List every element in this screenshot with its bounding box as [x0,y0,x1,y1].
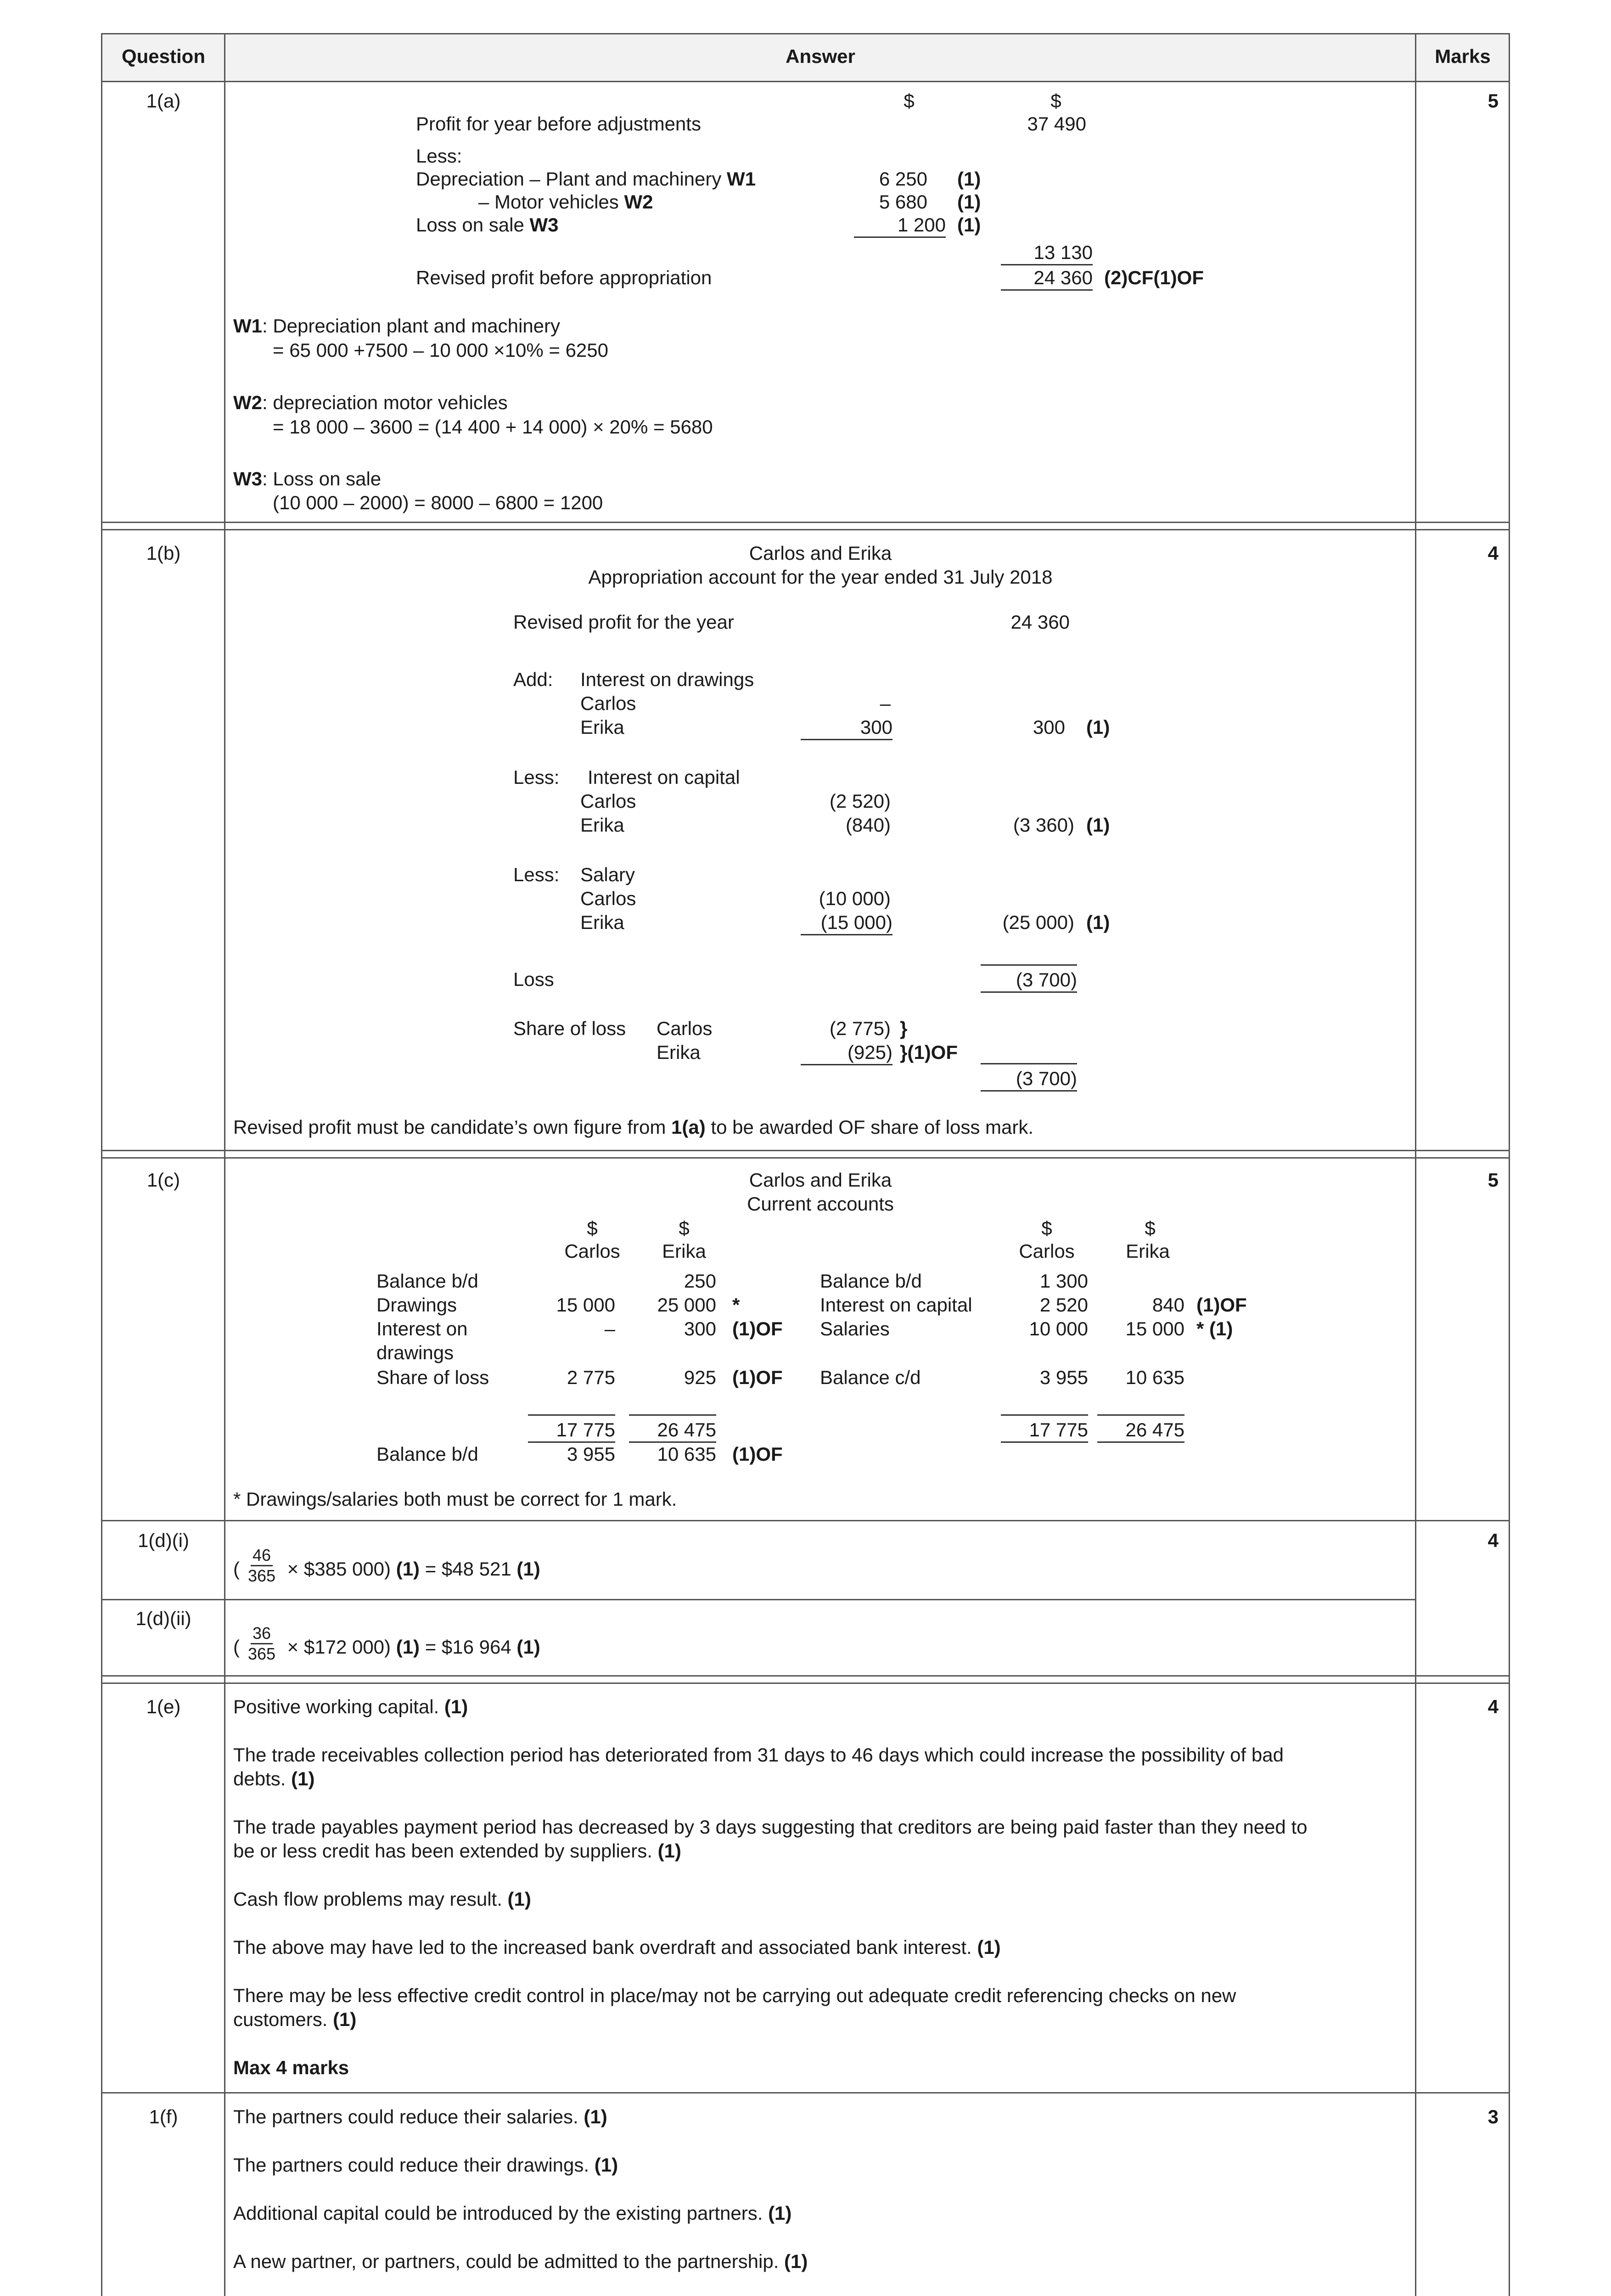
right-row-carlos: 1 300 [1039,1270,1088,1292]
right-row-carlos: 3 955 [1039,1367,1088,1388]
share-carlos-label: Carlos [657,1018,713,1039]
answer-line: There may be less effective credit control in place/may not be carrying out adequate credit referencing checks on new [233,1985,1236,2006]
left-erika-dollar: $ [679,1217,690,1239]
answer-line: The partners could reduce their salaries. (1) [233,2106,607,2127]
right-erika-dollar: $ [1145,1217,1156,1239]
answer-line: The trade payables payment period has decreased by 3 days suggesting that creditors are being paid faster than they need to [233,1816,1308,1838]
carlos-label: Carlos [580,692,636,714]
account-title: Carlos and Erika [749,1169,892,1191]
right-row-mark: (1)OF [1196,1294,1247,1316]
right-row-label: Balance b/d [820,1270,922,1292]
less-label: Less: [416,145,462,167]
less-label: Less: [513,766,560,788]
working-w2-title: W2: depreciation motor vehicles [233,392,508,413]
dep-plant-label: Depreciation – Plant and machinery W1 [416,168,756,190]
dep-plant-mark: (1) [957,168,981,190]
working-w2-calc: = 18 000 – 3600 = (14 400 + 14 000) × 20% = 5680 [273,416,713,438]
fraction-numerator: 46 [251,1546,273,1566]
marks-value: 5 [1488,90,1499,112]
working-w3-calc: (10 000 – 2000) = 8000 – 6800 = 1200 [273,492,603,513]
fraction-denominator: 365 [247,1644,276,1663]
loss-sale-value: 1 200 [854,214,946,238]
dep-plant-value: 6 250 [879,168,927,190]
column-dollar-1: $ [904,90,915,112]
fraction-numerator: 36 [251,1624,273,1644]
right-row-carlos: 10 000 [1029,1318,1088,1339]
row-divider-1d-double [101,1683,1510,1684]
fraction-denominator: 365 [247,1566,276,1585]
left-row-mark: (1)OF [732,1367,783,1388]
profit-value: 37 490 [1027,113,1086,135]
account-subtitle: Current accounts [747,1193,894,1215]
calc-d-ii: ( × $172 000) (1) = $16 964 (1) [233,1636,540,1658]
loss-sale-mark: (1) [957,214,981,236]
row-divider-1e [101,2092,1510,2093]
marks-value: 4 [1488,1530,1499,1551]
erika-salary: (15 000) [801,911,893,935]
left-row-label: Interest on [376,1318,468,1339]
right-row-erika: 10 635 [1125,1367,1184,1388]
left-row-erika: 250 [684,1270,716,1292]
share-note: Revised profit must be candidate’s own figure from 1(a) to be awarded OF share of loss mark. [233,1116,1034,1138]
header-answer: Answer [786,45,855,67]
question-number-i: 1(d)(i) [138,1530,189,1551]
answer-line: be or less credit has been extended by suppliers. (1) [233,1840,681,1862]
salary-total: (25 000) [1002,912,1074,933]
less-label: Less: [513,864,560,885]
answer-line: The above may have led to the increased bank overdraft and associated bank interest. (1) [233,1936,1001,1958]
left-row-label: Balance b/d [376,1270,478,1292]
carlos-label: Carlos [580,888,636,909]
right-row-erika: 15 000 [1125,1318,1184,1339]
drawings-total: 300 [1033,716,1065,738]
loss-value: (3 700) [981,964,1077,993]
add-label: Add: [513,669,553,690]
right-row-label: Salaries [820,1318,890,1339]
right-carlos-dollar: $ [1041,1217,1052,1239]
left-row-label: Share of loss [376,1367,489,1388]
row-divider-1di [101,1599,1416,1600]
left-carlos-dollar: $ [587,1217,598,1239]
dep-motor-mark: (1) [957,191,981,213]
right-total-carlos: 17 775 [1001,1414,1088,1443]
share-carlos-value: (2 775) [829,1018,891,1039]
loss-label: Loss [513,968,554,990]
question-number: 1(b) [146,542,181,564]
row-divider-1b [101,1150,1510,1151]
left-row-mark: (1)OF [732,1318,783,1339]
answer-line: customers. (1) [233,2009,357,2030]
subtotal-value: 13 130 [1001,241,1093,265]
right-carlos-header: Carlos [1019,1240,1075,1262]
dep-motor-label: – Motor vehicles W2 [478,191,653,213]
column-divider-question [224,34,225,2296]
left-total-erika: 26 475 [629,1414,716,1443]
erika-label: Erika [580,716,624,738]
revised-mark: (2)CF(1)OF [1104,267,1204,288]
carlos-capital: (2 520) [829,790,891,812]
row-divider-1a-double [101,529,1510,530]
erika-drawings: 300 [801,716,893,740]
working-w1-title: W1: Depreciation plant and machinery [233,315,561,337]
row-divider-1b-double [101,1157,1510,1159]
erika-capital: (840) [845,814,891,836]
share-erika-label: Erika [657,1041,701,1063]
question-number: 1(c) [146,1169,180,1191]
right-row-mark: * (1) [1196,1318,1233,1339]
right-row-label: Balance c/d [820,1367,921,1388]
left-row-carlos: – [604,1318,615,1339]
capital-mark: (1) [1086,814,1110,836]
left-row-mark: * [732,1294,740,1316]
answer-line: debts. (1) [233,1768,315,1790]
share-erika-value: (925) [801,1041,893,1065]
right-total-erika: 26 475 [1097,1414,1184,1443]
answer-line: Positive working capital. (1) [233,1696,468,1717]
working-w3-title: W3: Loss on sale [233,468,382,490]
header-divider [101,81,1510,82]
revised-label: Revised profit before appropriation [416,267,712,288]
max-marks: Max 4 marks [233,2057,349,2078]
column-divider-marks [1415,34,1416,2296]
fraction-d-ii [242,1624,281,1664]
answer-line: The trade receivables collection period has deteriorated from 31 days to 46 days which could increase the possibility of bad [233,1744,1284,1766]
fraction-d-i [242,1546,281,1586]
profit-label: Profit for year before adjustments [416,113,701,135]
revised-value: 24 360 [1001,266,1093,291]
left-erika-header: Erika [662,1240,706,1262]
drawings-mark: (1) [1086,716,1110,738]
right-row-label: Interest on capital [820,1294,972,1316]
left-row-erika: 25 000 [657,1294,716,1316]
erika-label: Erika [580,912,624,933]
left-total-carlos: 17 775 [528,1414,615,1443]
revised-value: 24 360 [1010,611,1070,633]
account-title: Carlos and Erika [749,542,892,564]
balance-bd-label: Balance b/d [376,1443,478,1465]
right-row-erika: 840 [1152,1294,1184,1316]
marks-value: 5 [1488,1169,1499,1191]
row-divider-1a [101,522,1510,523]
marks-value: 4 [1488,1696,1499,1717]
calc-d-i: ( × $385 000) (1) = $48 521 (1) [233,1558,540,1580]
interest-drawings-label: Interest on drawings [580,669,754,690]
table-border-right [1509,34,1510,2296]
question-number: 1(e) [146,1696,181,1717]
answer-line: Additional capital could be introduced by the existing partners. (1) [233,2202,792,2224]
row-divider-1d [101,1675,1510,1677]
share-label: Share of loss [513,1018,626,1039]
left-row-label: Drawings [376,1294,457,1316]
answer-line: Cash flow problems may result. (1) [233,1888,531,1910]
dep-motor-value: 5 680 [879,191,927,213]
question-number-ii: 1(d)(ii) [135,1608,191,1629]
salary-mark: (1) [1086,912,1110,933]
marks-value: 4 [1488,542,1499,564]
capital-total: (3 360) [1013,814,1074,836]
table-border-left [101,34,102,2296]
left-row-erika: 925 [684,1367,716,1388]
carlos-label: Carlos [580,790,636,812]
share-total: (3 700) [981,1063,1077,1092]
left-row-label-line2: drawings [376,1342,454,1363]
table-border-top [101,33,1510,34]
answer-line: A new partner, or partners, could be admitted to the partnership. (1) [233,2251,808,2272]
balance-bd-erika: 10 635 [657,1443,716,1465]
current-accounts-note: * Drawings/salaries both must be correct for 1 mark. [233,1488,677,1510]
balance-bd-mark: (1)OF [732,1443,783,1465]
column-dollar-2: $ [1050,90,1061,112]
left-row-carlos: 15 000 [556,1294,615,1316]
left-row-erika: 300 [684,1318,716,1339]
erika-label: Erika [580,814,624,836]
right-erika-header: Erika [1126,1240,1170,1262]
salary-label: Salary [580,864,635,885]
row-divider-1c [101,1520,1510,1521]
header-question: Question [121,45,205,67]
share-brace-mark: }(1)OF [900,1041,958,1063]
question-number: 1(a) [146,90,181,112]
account-subtitle: Appropriation account for the year ended 31 July 2018 [588,566,1053,588]
right-row-carlos: 2 520 [1039,1294,1088,1316]
revised-label: Revised profit for the year [513,611,734,633]
interest-capital-label: Interest on capital [588,766,740,788]
answer-line: The partners could reduce their drawings. (1) [233,2154,618,2176]
loss-sale-label: Loss on sale W3 [416,214,559,236]
carlos-drawings: – [880,692,891,714]
balance-bd-carlos: 3 955 [567,1443,615,1465]
header-marks: Marks [1435,45,1491,67]
share-brace-top: } [900,1018,908,1039]
question-number: 1(f) [149,2106,178,2127]
working-w1-calc: = 65 000 +7500 – 10 000 ×10% = 6250 [273,339,609,361]
carlos-salary: (10 000) [819,888,891,909]
left-carlos-header: Carlos [564,1240,620,1262]
left-row-carlos: 2 775 [567,1367,615,1388]
marks-value: 3 [1488,2106,1499,2127]
